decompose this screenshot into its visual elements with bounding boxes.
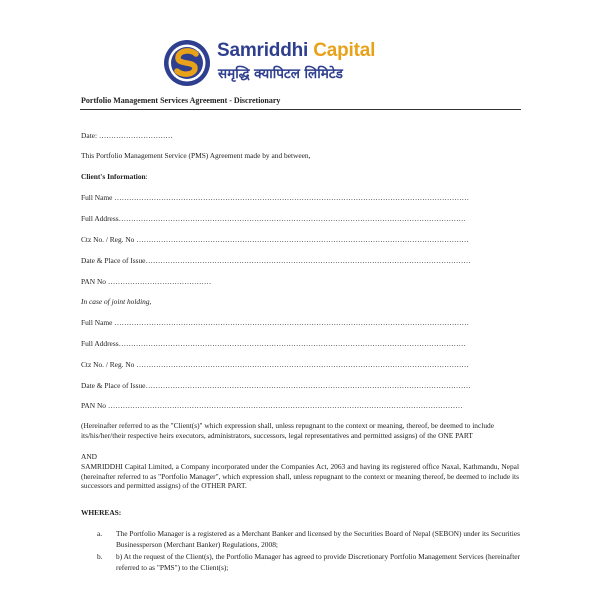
- list-item-text: b) At the request of the Client(s), the Portfolio Manager has agreed to provide Discretionary Portfolio Management Services (hereinafter referred to as "PMS") to the Client(s);: [116, 552, 520, 572]
- date-line: Date: …………………………: [81, 131, 173, 140]
- client2-full-name: Full Name ………………………………………………………………………………………………………………………………: [81, 318, 470, 327]
- clients-heading-colon: :: [145, 172, 148, 181]
- list-marker: a.: [97, 529, 103, 538]
- intro-text: This Portfolio Management Service (PMS) Agreement made by and between,: [81, 151, 311, 160]
- client2-full-address: Full Address……………………………………………………………………………………………………………………………: [81, 339, 466, 348]
- client1-pan-no: PAN No ……………………………………: [81, 277, 212, 286]
- client1-full-name: Full Name ………………………………………………………………………………………………………………………………: [81, 193, 470, 202]
- title-divider: [80, 109, 521, 110]
- company-logo: [163, 39, 376, 89]
- client1-ctz-reg-no: Ctz No. / Reg. No ………………………………………………………………………………………………………………………: [81, 235, 469, 244]
- samriddhi-logo-icon: [163, 39, 211, 87]
- hereinafter-paragraph: (Hereinafter referred to as the "Client(s)" which expression shall, unless repugnant to the context or meaning, thereof, be deemed to include its/his/her/their respective heirs executors, administrators, successors, legal representatives and permitted assigns) of the ONE PART: [81, 421, 494, 440]
- client2-date-place-issue: Date & Place of Issue……………………………………………………………………………………………………………………: [81, 381, 471, 390]
- client2-ctz-reg-no: Ctz No. / Reg. No ………………………………………………………………………………………………………………………: [81, 360, 469, 369]
- list-marker: b.: [97, 552, 103, 561]
- whereas-item: [81, 529, 519, 550]
- client2-pan-no: PAN No ………………………………………………………………………………………………………………………………: [81, 401, 463, 410]
- whereas-heading: WHEREAS:: [81, 508, 122, 517]
- client1-full-address: Full Address……………………………………………………………………………………………………………………………: [81, 214, 466, 223]
- logo-name-accent: Capital: [313, 40, 376, 61]
- logo-wordmark: [217, 40, 375, 62]
- whereas-item: [81, 552, 519, 573]
- client1-date-place-issue: Date & Place of Issue……………………………………………………………………………………………………………………: [81, 256, 471, 265]
- logo-subtitle: समृद्धि क्यापिटल लिमिटेड: [218, 66, 343, 82]
- document-title: Portfolio Management Services Agreement - Discretionary: [81, 96, 281, 105]
- clients-info-heading: [81, 172, 148, 181]
- and-separator: AND: [81, 452, 98, 461]
- list-item-text: The Portfolio Manager is a registered as a Merchant Banker and licensed by the Securities Board of Nepal (SEBON) under its Securities Businessperson (Merchant Banker) Regulations, 2008;: [116, 529, 520, 549]
- logo-name-main: Samriddhi: [217, 40, 309, 61]
- joint-holding-heading: In case of joint holding,: [81, 297, 152, 306]
- samriddhi-paragraph: SAMRIDDHI Capital Limited, a Company incorporated under the Companies Act, 2063 and having its registered office Naxal, Kathmandu, Nepal (hereinafter referred to as "Portfolio Manager", which expression shall, unless repugnant to the context or meaning thereof, be deemed to include its successors and permitted assigns) of the OTHER PART.: [81, 462, 519, 490]
- clients-heading-text: Client's Information: [81, 172, 146, 181]
